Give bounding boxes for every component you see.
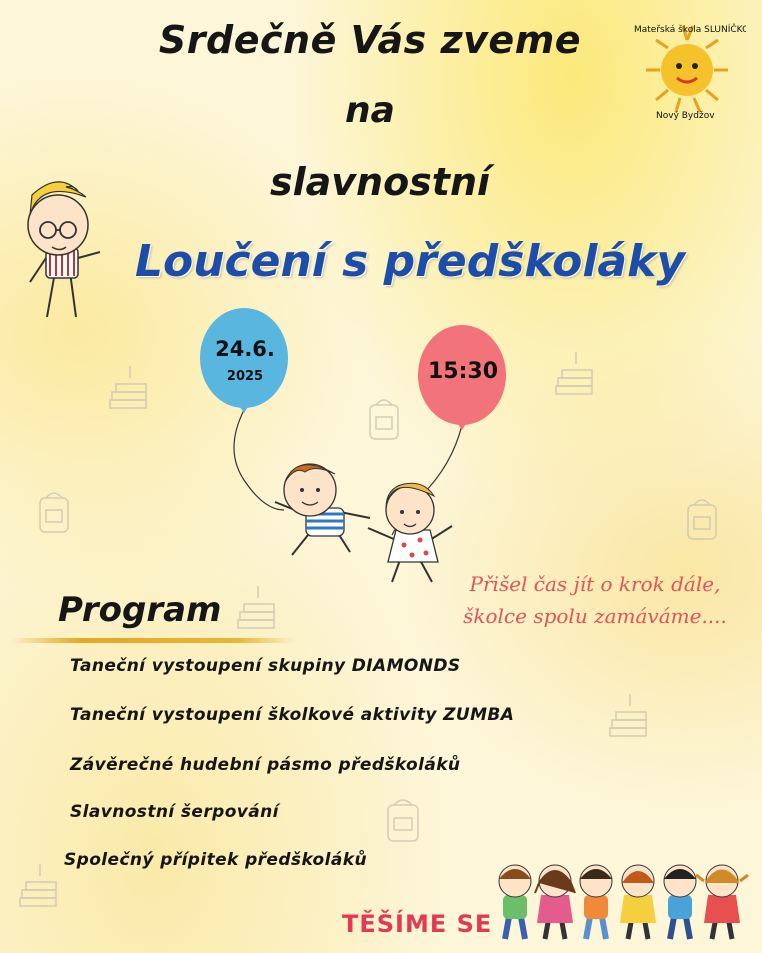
- books-icon: [556, 352, 592, 394]
- schoolbag-icon: [40, 493, 68, 532]
- program-item: Společný přípitek předškoláků: [64, 850, 367, 870]
- quote-line-2: školce spolu zamáváme....: [463, 604, 727, 628]
- invitation-line-2: na: [345, 90, 395, 131]
- books-icon: [110, 366, 146, 408]
- schoolbag-icon: [370, 400, 398, 439]
- books-icon: [20, 864, 56, 906]
- books-icon: [610, 694, 646, 736]
- event-year: 2025: [226, 369, 264, 384]
- program-title: Program: [58, 590, 222, 630]
- schoolbag-icon: [688, 500, 716, 539]
- invitation-line-3: slavnostní: [269, 160, 491, 204]
- invitation-line-1: Srdečně Vás zveme: [158, 18, 582, 62]
- event-date: 24.6.: [215, 337, 275, 361]
- boy-illustration: [275, 464, 370, 555]
- kids-row-illustration: [499, 865, 748, 939]
- event-time: 15:30: [427, 359, 499, 384]
- program-item: Taneční vystoupení školkové aktivity ZUMBA: [70, 705, 515, 725]
- footer-text: TĚŠÍME SE: [342, 910, 493, 938]
- farewell-quote: [440, 568, 750, 632]
- event-title: Loučení s předškoláky: [134, 236, 686, 287]
- program-underline: [10, 638, 295, 643]
- program-item: Slavnostní šerpování: [70, 802, 279, 822]
- logo-top-text: Mateřská škola SLUNÍČKO: [634, 25, 746, 35]
- logo-bottom-text: Nový Bydžov: [656, 111, 715, 121]
- program-item: Taneční vystoupení skupiny DIAMONDS: [70, 656, 461, 676]
- program-item: Závěrečné hudební pásmo předškoláků: [70, 755, 461, 775]
- books-icon: [238, 586, 274, 628]
- schoolbag-icon: [388, 800, 418, 841]
- quote-line-1: Přišel čas jít o krok dále,: [469, 572, 721, 596]
